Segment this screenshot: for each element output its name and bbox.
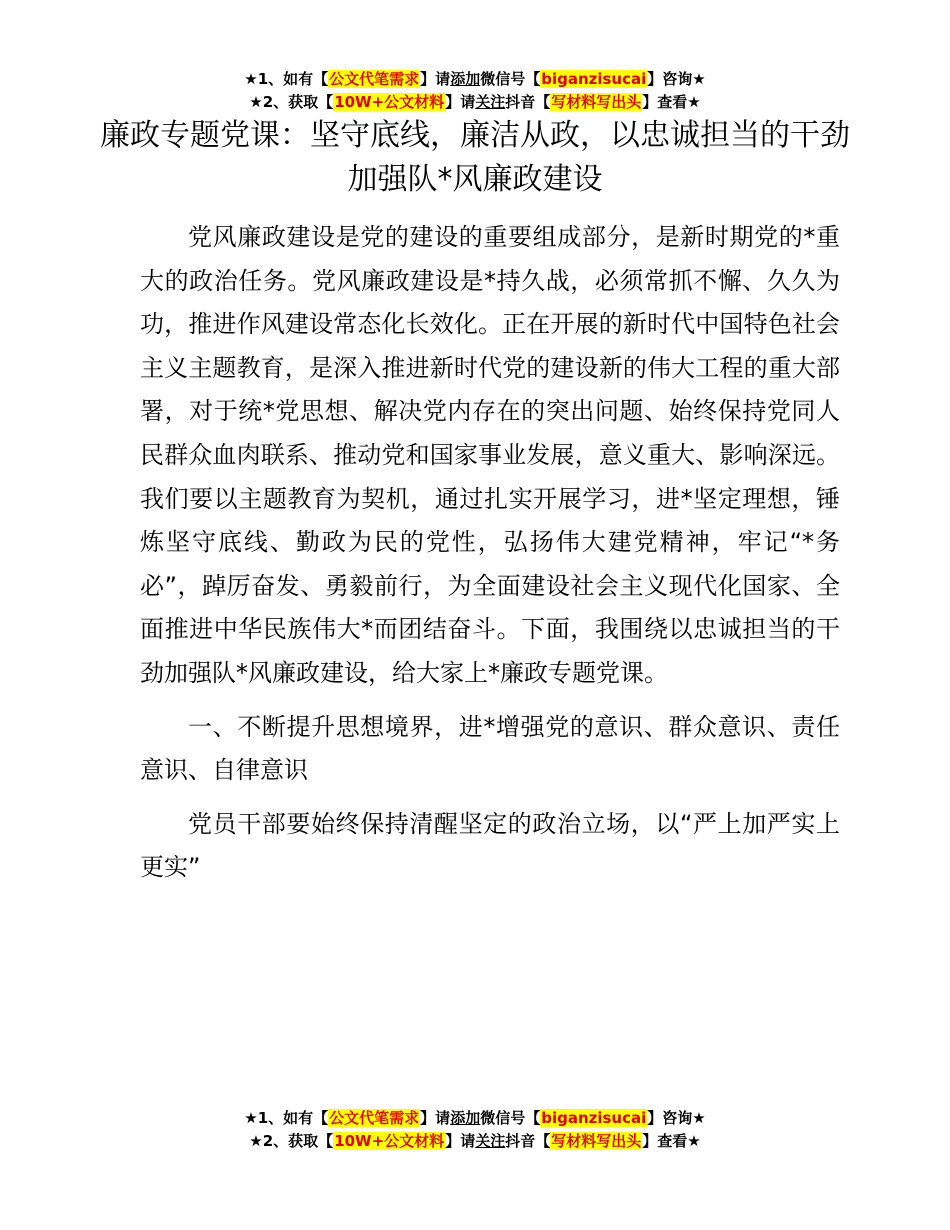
banner-text: ★2、获取【 xyxy=(249,1132,334,1150)
header-banner xyxy=(0,68,950,114)
document-body xyxy=(140,216,840,900)
banner-text: 】请 xyxy=(420,1109,451,1127)
banner-text: ★2、获取【 xyxy=(249,93,334,111)
highlight-wechat-id: biganzisucai xyxy=(541,1109,647,1127)
highlight-service: 公文代笔需求 xyxy=(329,70,420,88)
banner-text: ★1、如有【 xyxy=(244,70,329,88)
section-heading: 一、不断提升思想境界，进*增强党的意识、群众意识、责任意识、自律意识 xyxy=(140,712,840,785)
underlined-text: 添加 xyxy=(450,70,481,88)
banner-text: 】查看★ xyxy=(642,1132,701,1150)
banner-line-1 xyxy=(0,1107,950,1130)
banner-text: 】查看★ xyxy=(642,93,701,111)
banner-text: 】请 xyxy=(420,70,451,88)
underlined-text: 关注 xyxy=(475,93,506,111)
underlined-text: 关注 xyxy=(475,1132,506,1150)
banner-text: 】咨询★ xyxy=(647,1109,706,1127)
banner-text: 微信号【 xyxy=(480,1109,541,1127)
banner-text: 抖音【 xyxy=(505,93,551,111)
banner-text: 微信号【 xyxy=(480,70,541,88)
paragraph: 党员干部要始终保持清醒坚定的政治立场，以“严上加严实上更实” xyxy=(140,809,840,882)
underlined-text: 添加 xyxy=(450,1109,481,1127)
banner-line-1 xyxy=(0,68,950,91)
banner-text: 】咨询★ xyxy=(647,70,706,88)
banner-text: 】请 xyxy=(445,1132,476,1150)
document-title: 廉政专题党课：坚守底线，廉洁从政，以忠诚担当的干劲加强队*风廉政建设 xyxy=(100,118,850,197)
highlight-wechat-id: biganzisucai xyxy=(541,70,647,88)
banner-text: 抖音【 xyxy=(505,1132,551,1150)
highlight-materials: 10W+公文材料 xyxy=(334,1132,445,1150)
banner-text: ★1、如有【 xyxy=(244,1109,329,1127)
banner-line-2 xyxy=(0,91,950,114)
banner-line-2 xyxy=(0,1130,950,1153)
highlight-douyin: 写材料写出头 xyxy=(551,1132,642,1150)
highlight-materials: 10W+公文材料 xyxy=(334,93,445,111)
footer-banner xyxy=(0,1107,950,1153)
paragraph: 党风廉政建设是党的建设的重要组成部分，是新时期党的*重大的政治任务。党风廉政建设是*持久战，必须常抓不懈、久久为功，推进作风建设常态化长效化。正在开展的新时代中国特色社会主义主题教育，是深入推进新时代党的建设新的伟大工程的重大部署，对于统*党思想、解决党内存在的突出问题、始终保持党同人民群众血肉联系、推动党和国家事业发展，意义重大、影响深远。我们要以主题教育为契机，通过扎实开展学习，进*坚定理想，锤炼坚守底线、勤政为民的党性，弘扬伟大建党精神，牢记“*务必”，踔厉奋发、勇毅前行，为全面建设社会主义现代化国家、全面推进中华民族伟大*而团结奋斗。下面，我围绕以忠诚担当的干劲加强队*风廉政建设，给大家上*廉政专题党课。 xyxy=(140,223,840,687)
highlight-service: 公文代笔需求 xyxy=(329,1109,420,1127)
highlight-douyin: 写材料写出头 xyxy=(551,93,642,111)
banner-text: 】请 xyxy=(445,93,476,111)
